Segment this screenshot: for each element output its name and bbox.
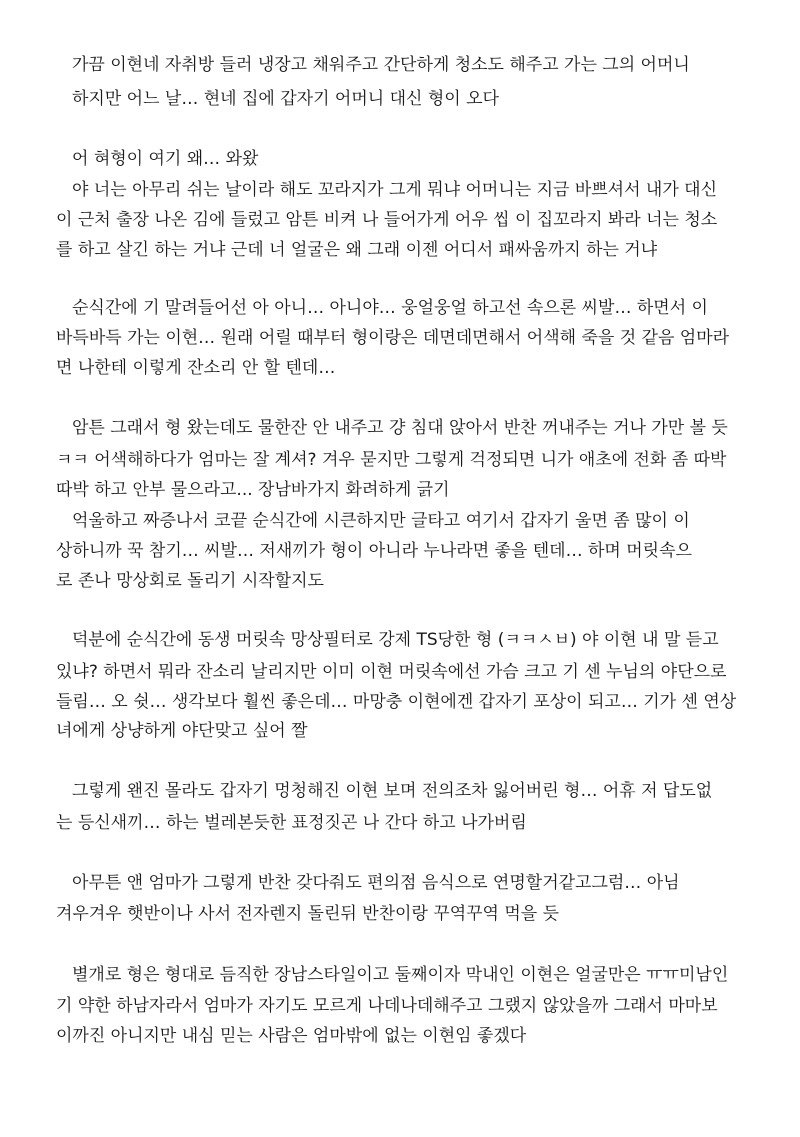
text-line: 그렇게 왠진 몰라도 갑자기 멍청해진 이현 보며 전의조차 잃어버린 형… 어휴 저 답도없 [72, 781, 713, 801]
text-line: 아무튼 앤 엄마가 그렇게 반찬 갖다줘도 편의점 음식으로 연명할거같고그럼… 아님 [72, 873, 680, 893]
text-line: 면 나한테 이렇게 잔소리 안 할 텐데… [56, 358, 336, 378]
text-line: 야 너는 아무리 쉬는 날이라 해도 꼬라지가 그게 뭐냐 어머니는 지금 바쁘셔서 내가 대신 [72, 180, 718, 200]
text-line: ㅋㅋ 어색해하다가 엄마는 잘 계셔? 겨우 묻지만 그렇게 걱정되면 니가 애초에 전화 좀 따박 [56, 450, 727, 470]
text-line: 상하니까 꾹 참기… 씨발… 저새끼가 형이 아니라 누나라면 좋을 텐데… 하며 머릿속으 [56, 541, 692, 561]
text-line: 하지만 어느 날… 현네 집에 갑자기 어머니 대신 형이 오다 [72, 89, 499, 109]
text-line: 가끔 이현네 자취방 들러 냉장고 채워주고 간단하게 청소도 해주고 가는 그의 어머니 [72, 55, 690, 75]
text-line: 기 약한 하남자라서 엄마가 자기도 모르게 나데나데해주고 그랬지 않았을까 그래서 마마보 [56, 996, 718, 1016]
text-line: 겨우겨우 햇반이나 사서 전자렌지 돌린뒤 반찬이랑 꾸역꾸역 먹을 듯 [56, 904, 560, 924]
text-line: 바득바득 가는 이현… 원래 어릴 때부터 형이랑은 데면데면해서 어색해 죽을 것 같음 엄마라 [56, 328, 730, 348]
text-line: 들림… 오 쉿… 생각보다 훨씬 좋은데… 마망충 이현에겐 갑자기 포상이 되고… 기가 센 연상 [56, 692, 737, 712]
text-line: 따박 하고 안부 물으라고... 장남바가지 화려하게 긁기 [56, 480, 450, 500]
text-line: 암튼 그래서 형 왔는데도 물한잔 안 내주고 걍 침대 앉아서 반찬 꺼내주는 거나 가만 볼 듯 [72, 418, 728, 438]
text-line: 이까진 아니지만 내심 믿는 사람은 엄마밖에 없는 이현임 좋겠다 [56, 1026, 527, 1046]
text-line: 녀에게 상냥하게 야단맞고 싶어 짤 [56, 721, 308, 741]
text-line: 순식간에 기 말려들어선 아 아니… 아니야… 웅얼웅얼 하고선 속으론 씨발… 하면서 이 [72, 298, 708, 318]
text-line: 어 혀형이 여기 왜… 와왔 [72, 149, 259, 169]
text-line: 를 하고 살긴 하는 거냐 근데 너 얼굴은 왜 그래 이젠 어디서 패싸움까지 하는 거냐 [56, 240, 658, 260]
text-line: 이 근처 출장 나온 김에 들렀고 암튼 비켜 나 들어가게 어우 씹 이 집꼬라지 봐라 너는 청소 [56, 210, 718, 230]
text-line: 로 존나 망상회로 돌리기 시작할지도 [56, 571, 324, 591]
text-line: 별개로 형은 형대로 듬직한 장남스타일이고 둘째이자 막내인 이현은 얼굴만은 ㅠㅠ미남인 [72, 965, 729, 985]
text-line: 억울하고 짜증나서 코끝 순식간에 시큰하지만 글타고 여기서 갑자기 울면 좀 많이 이 [72, 511, 690, 531]
text-line: 는 등신새끼… 하는 벌레본듯한 표정짓곤 나 간다 하고 나가버림 [56, 813, 527, 833]
text-line: 있냐? 하면서 뭐라 잔소리 날리지만 이미 이현 머릿속에선 가슴 크고 기 센 누님의 야단으로 [56, 662, 727, 682]
text-line: 덕분에 순식간에 동생 머릿속 망상필터로 강제 TS당한 형 (ㅋㅋㅅㅂ) 야 이현 내 말 듣고 [72, 630, 719, 650]
